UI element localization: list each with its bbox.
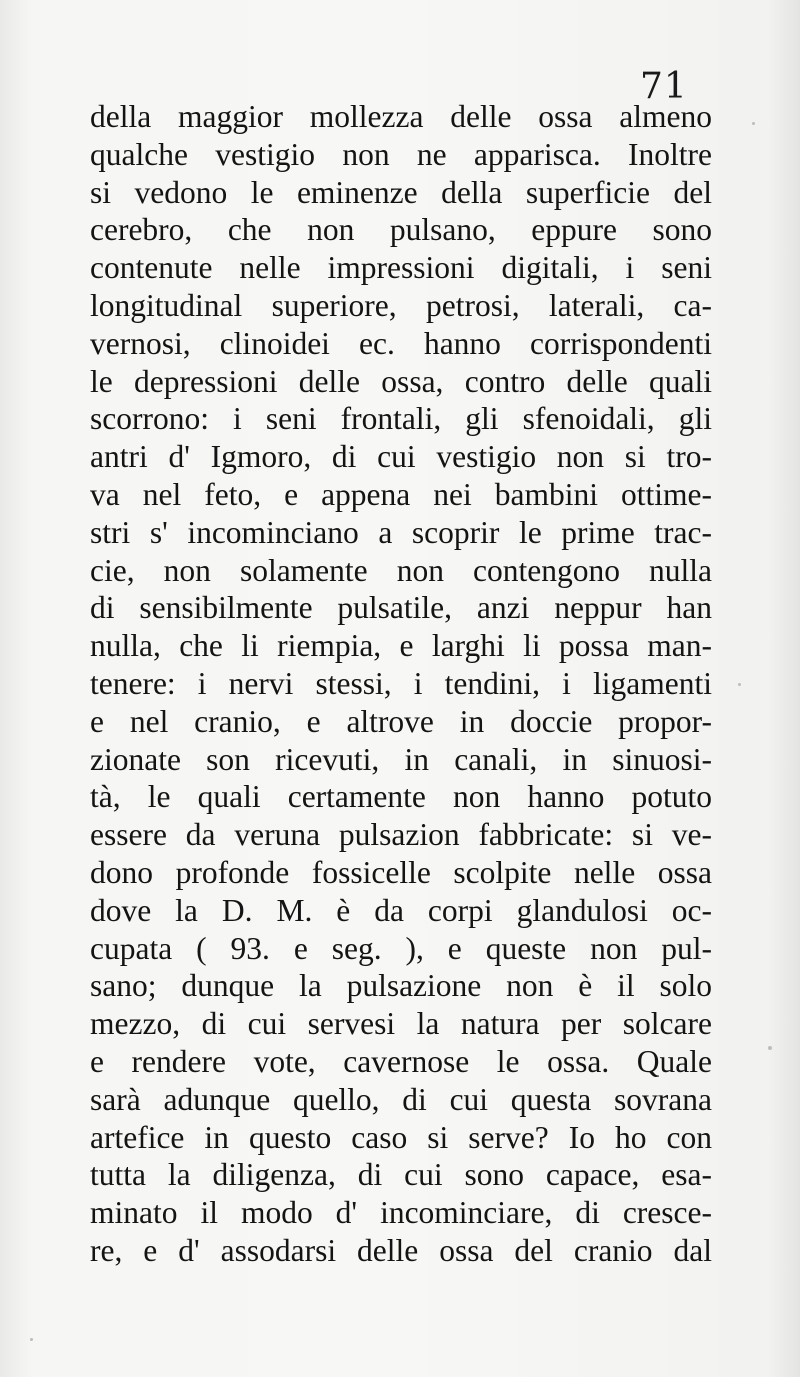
text-line: nulla, che li riempia, e larghi li possa man- <box>90 628 712 664</box>
text-line: stri s' incominciano a scoprir le prime trac- <box>90 514 712 550</box>
text-line: cupata ( 93. e seg. ), e queste non pul- <box>90 930 712 966</box>
text-line: scorrono: i seni frontali, gli sfenoidali, gli <box>90 401 712 437</box>
text-line: mezzo, di cui servesi la natura per solcare <box>90 1006 712 1042</box>
text-line: e nel cranio, e altrove in doccie propor- <box>90 703 712 739</box>
text-line: tenere: i nervi stessi, i tendini, i ligamenti <box>90 665 712 701</box>
text-line: antri d' Igmoro, di cui vestigio non si tro- <box>90 439 712 475</box>
text-line: le depressioni delle ossa, contro delle quali <box>90 363 712 399</box>
text-line: e rendere vote, cavernose le ossa. Quale <box>90 1043 712 1079</box>
text-line: longitudinal superiore, petrosi, laterali, ca- <box>90 287 712 323</box>
body-text <box>90 98 712 1270</box>
text-line: cerebro, che non pulsano, eppure sono <box>90 212 712 248</box>
paper-speck <box>752 122 755 125</box>
text-line: essere da veruna pulsazion fabbricate: si ve- <box>90 817 712 853</box>
text-line: di sensibilmente pulsatile, anzi neppur han <box>90 590 712 626</box>
paper-speck <box>738 683 741 686</box>
text-line: dove la D. M. è da corpi glandulosi oc- <box>90 892 712 928</box>
text-line: minato il modo d' incominciare, di cresce- <box>90 1195 712 1231</box>
text-line: tutta la diligenza, di cui sono capace, esa- <box>90 1157 712 1193</box>
text-line: dono profonde fossicelle scolpite nelle ossa <box>90 854 712 890</box>
page-number: 71 <box>640 66 688 107</box>
text-line: contenute nelle impressioni digitali, i seni <box>90 250 712 286</box>
paper-speck <box>768 1046 772 1050</box>
text-line: si vedono le eminenze della superficie del <box>90 174 712 210</box>
text-line: cie, non solamente non contengono nulla <box>90 552 712 588</box>
text-line: tà, le quali certamente non hanno potuto <box>90 779 712 815</box>
text-line: artefice in questo caso si serve? Io ho con <box>90 1119 712 1155</box>
text-line: va nel feto, e appena nei bambini ottime- <box>90 476 712 512</box>
paper-speck <box>30 1338 33 1341</box>
text-line: vernosi, clinoidei ec. hanno corrispondenti <box>90 325 712 361</box>
text-line: zionate son ricevuti, in canali, in sinuosi- <box>90 741 712 777</box>
text-line: sano; dunque la pulsazione non è il solo <box>90 968 712 1004</box>
text-line: della maggior mollezza delle ossa almeno <box>90 99 712 134</box>
text-line: re, e d' assodarsi delle ossa del cranio dal <box>90 1232 712 1268</box>
text-line: qualche vestigio non ne apparisca. Inoltre <box>90 136 712 172</box>
text-line: sarà adunque quello, di cui questa sovrana <box>90 1081 712 1117</box>
